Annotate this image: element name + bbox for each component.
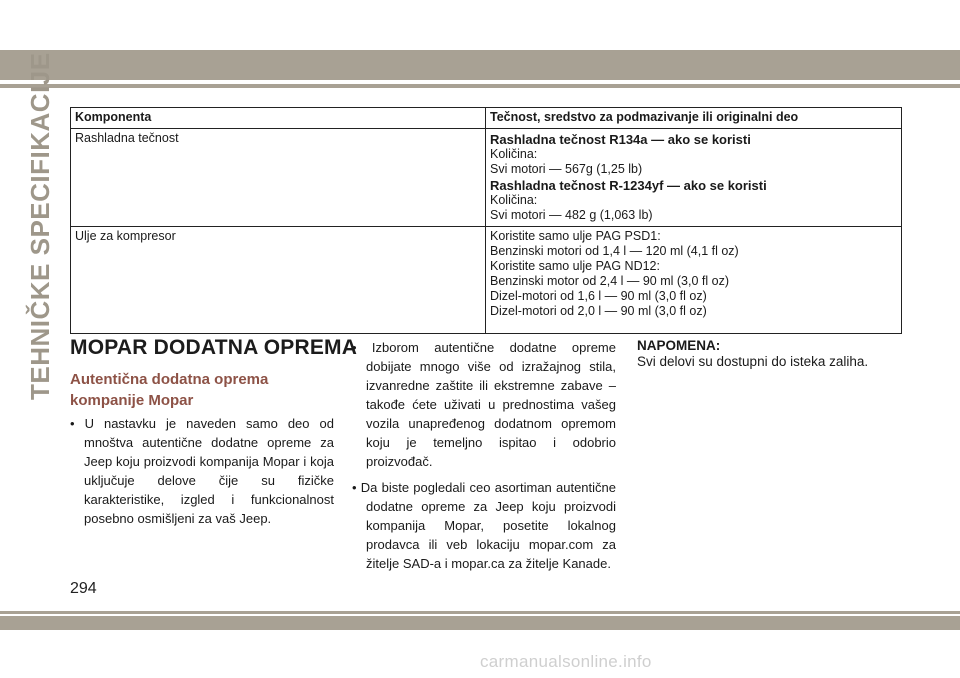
text-column-middle <box>352 338 616 580</box>
table-header-row <box>71 108 902 129</box>
cell-component: Rashladna tečnost <box>71 129 486 227</box>
table-row <box>71 227 902 334</box>
watermark-text: carmanualsonline.info <box>480 652 652 671</box>
cell-line: Koristite samo ulje PAG PSD1: <box>490 229 661 243</box>
note-heading: NAPOMENA: <box>637 338 721 353</box>
page-number: 294 <box>70 580 97 597</box>
cell-component: Ulje za kompresor <box>71 227 486 334</box>
spec-table <box>70 107 902 334</box>
cell-line: Svi motori — 567g (1,25 lb) <box>490 162 643 176</box>
bullet-item: • Da biste pogledali ceo asortiman autentične dodatne opreme za Jeep koju proizvodi kompanija Mopar, posetite lokalnog prodavca ili veb lokaciju mopar.com za žitelje SAD-a i mopar.ca za žitelje Kanade. <box>352 480 616 571</box>
cell-line: Količina: <box>490 147 538 161</box>
cell-line: Benzinski motori od 1,4 l — 120 ml (4,1 fl oz) <box>490 244 739 258</box>
note-text: Svi delovi su dostupni do isteka zaliha. <box>637 354 869 369</box>
header-rule <box>0 84 960 88</box>
bullet-item: • Izborom autentične dodatne opreme dobijate mnogo više od izražajnog stila, izvanredne zaštite ili ekstremne zabave – takođe ćete uživati u prednostima vašeg vozila unapređenog dodatnom opremom koju je temeljno ispitao i odobrio proizvođač. <box>352 340 616 469</box>
cell-line: Benzinski motor od 2,4 l — 90 ml (3,0 fl oz) <box>490 274 729 288</box>
section-subtitle: Autentična dodatna oprema kompanije Mopar <box>70 371 269 409</box>
cell-line: Količina: <box>490 193 538 207</box>
bullet-item: • U nastavku je naveden samo deo od mnoštva autentične dodatne opreme za Jeep koju proizvodi kompanija Mopar i koja uključuje delove čije su fizičke karakteristike, izgled i funkcionalnost posebno osmišljeni za vaš Jeep. <box>70 416 334 526</box>
header-fluid: Tečnost, sredstvo za podmazivanje ili originalni deo <box>486 108 902 129</box>
table-row <box>71 129 902 227</box>
cell-line: Svi motori — 482 g (1,063 lb) <box>490 208 653 222</box>
cell-line: Dizel-motori od 2,0 l — 90 ml (3,0 fl oz) <box>490 304 707 318</box>
cell-line: Rashladna tečnost R134a — ako se koristi <box>490 132 751 147</box>
header-band <box>0 50 960 80</box>
header-component: Komponenta <box>71 108 486 129</box>
cell-fluid <box>486 227 902 334</box>
cell-line: Dizel-motori od 1,6 l — 90 ml (3,0 fl oz) <box>490 289 707 303</box>
section-side-tab: TEHNIČKE SPECIFIKACIJE <box>25 52 55 400</box>
text-column-left <box>70 414 334 535</box>
section-title: MOPAR DODATNA OPREMA <box>70 336 358 359</box>
footer-band <box>0 616 960 630</box>
footer-rule <box>0 611 960 614</box>
cell-fluid <box>486 129 902 227</box>
cell-line: Rashladna tečnost R-1234yf — ako se koristi <box>490 178 767 193</box>
cell-line: Koristite samo ulje PAG ND12: <box>490 259 660 273</box>
